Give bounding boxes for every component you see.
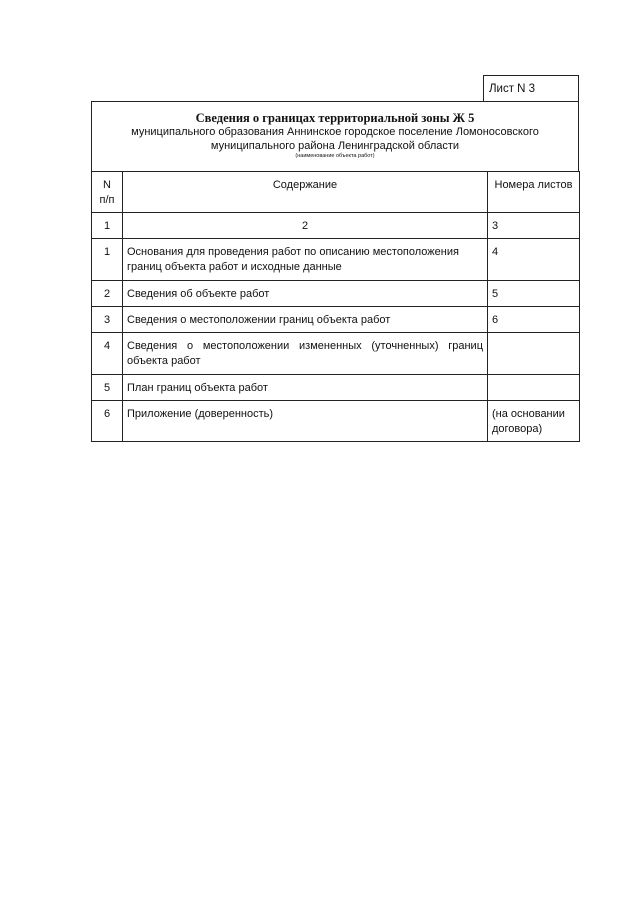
table-row (92, 375, 580, 401)
row-content: Основания для проведения работ по описанию местоположения границ объекта работ и исходные данные (123, 239, 488, 281)
row-content: Сведения о местоположении измененных (уточненных) границ объекта работ (123, 333, 488, 375)
index-cell-1: 1 (92, 213, 123, 239)
row-sheets: 5 (488, 281, 580, 307)
table-row (92, 239, 580, 281)
index-cell-3: 3 (488, 213, 580, 239)
header-num-line-2: п/п (99, 194, 115, 206)
row-sheets (488, 333, 580, 375)
header-content-cell: Содержание (123, 172, 488, 213)
document-header (91, 101, 579, 172)
header-num-cell (92, 172, 123, 213)
table-header-row (92, 172, 580, 213)
row-num: 5 (92, 375, 123, 401)
table-row (92, 333, 580, 375)
row-num: 2 (92, 281, 123, 307)
document-subtitle-line-1: муниципального образования Аннинское городское поселение Ломоносовского (131, 126, 539, 138)
table-row (92, 281, 580, 307)
row-num: 6 (92, 401, 123, 442)
row-num: 1 (92, 239, 123, 281)
document-subtitle-line-2: муниципального района Ленинградской области (210, 140, 460, 152)
row-content: Сведения об объекте работ (123, 281, 488, 307)
object-name-caption: (наименование объекта работ) (295, 153, 375, 159)
document-title: Сведения о границах территориальной зоны Ж 5 (195, 111, 475, 125)
row-num: 4 (92, 333, 123, 375)
row-sheets: (на основании договора) (488, 401, 580, 442)
table-row (92, 307, 580, 333)
row-num: 3 (92, 307, 123, 333)
index-cell-2: 2 (123, 213, 488, 239)
row-sheets: 6 (488, 307, 580, 333)
contents-table (91, 171, 580, 442)
row-content: План границ объекта работ (123, 375, 488, 401)
table-index-row (92, 213, 580, 239)
header-num-line-1: N (103, 179, 111, 191)
row-content: Приложение (доверенность) (123, 401, 488, 442)
table-row (92, 401, 580, 442)
row-sheets: 4 (488, 239, 580, 281)
sheet-number-label: Лист N 3 (489, 83, 536, 95)
row-sheets (488, 375, 580, 401)
header-sheets-cell: Номера листов (488, 172, 580, 213)
sheet-number-box (483, 75, 579, 101)
row-content: Сведения о местоположении границ объекта работ (123, 307, 488, 333)
